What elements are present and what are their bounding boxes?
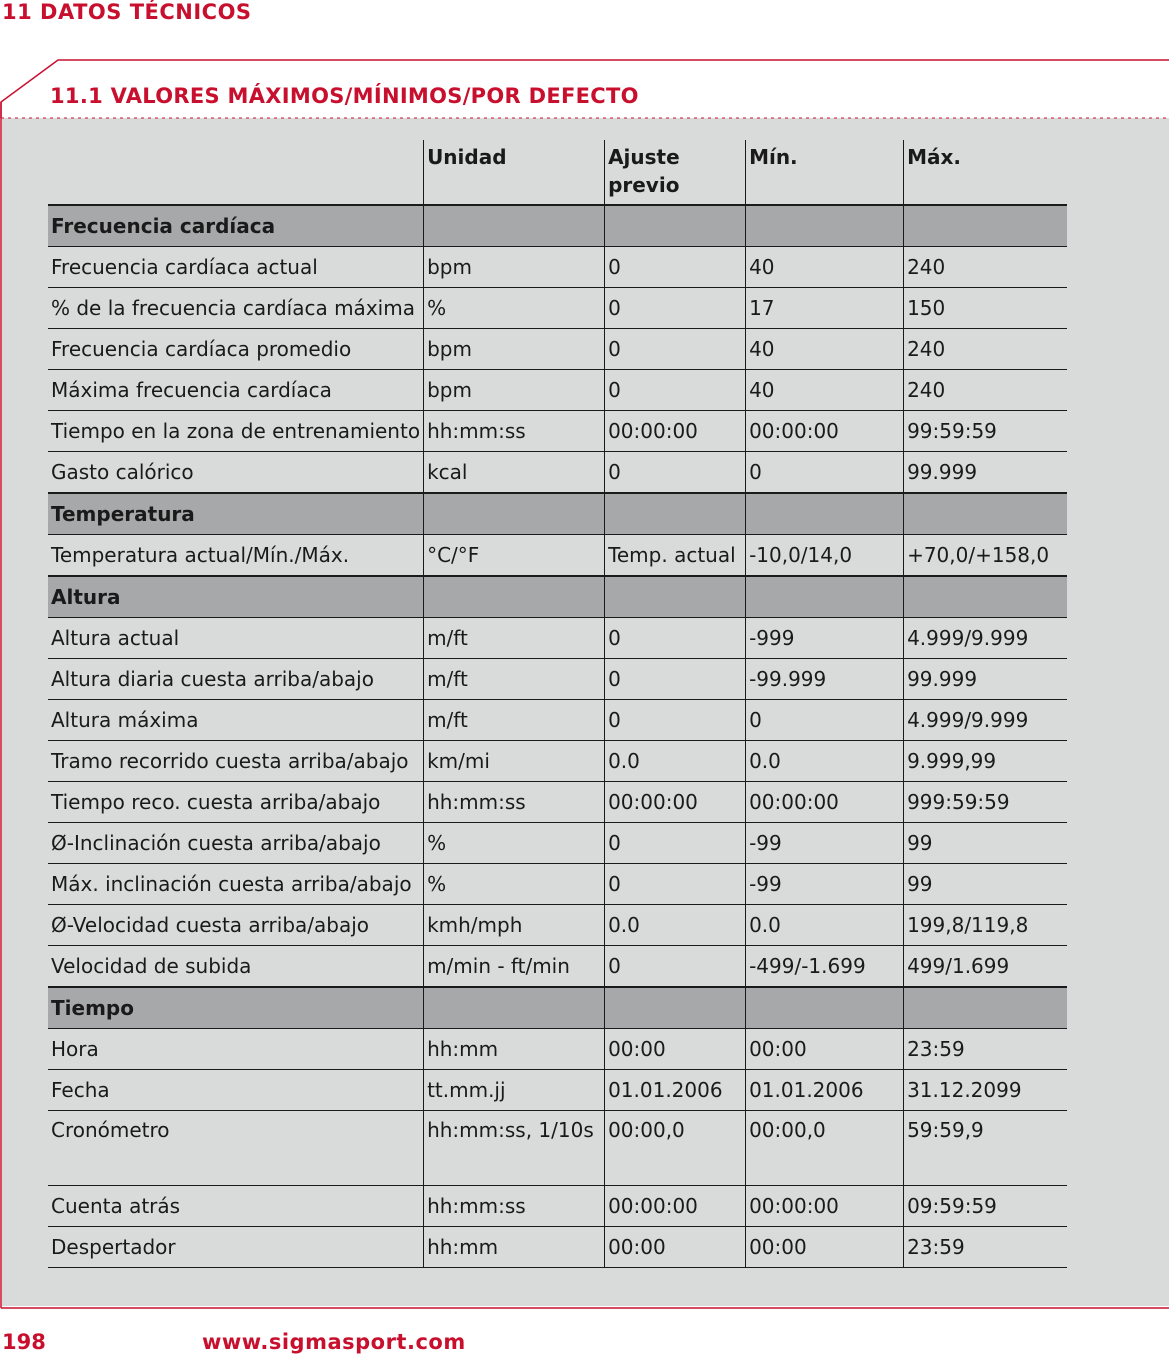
cell-unit: km/mi (424, 741, 605, 782)
cell-unit: hh:mm:ss (424, 1186, 605, 1227)
cell-parameter: Altura diaria cuesta arriba/abajo (48, 659, 424, 700)
cell-max: 9.999,99 (904, 741, 1067, 782)
table-row (48, 905, 1067, 946)
cell-min: -99.999 (746, 659, 904, 700)
cell-default: 0 (605, 946, 746, 988)
cell-parameter: Hora (48, 1029, 424, 1070)
table-row (48, 411, 1067, 452)
cell-max: 23:59 (904, 1029, 1067, 1070)
cell-parameter: Altura máxima (48, 700, 424, 741)
cell-parameter: Máx. inclinación cuesta arriba/abajo (48, 864, 424, 905)
table-row (48, 370, 1067, 411)
cell-default: 0 (605, 370, 746, 411)
group-title: Tiempo (48, 987, 424, 1029)
cell-parameter: Máxima frecuencia cardíaca (48, 370, 424, 411)
cell-max: 999:59:59 (904, 782, 1067, 823)
cell-unit: hh:mm:ss, 1/10s (424, 1111, 605, 1186)
group-empty-cell (746, 987, 904, 1029)
cell-default: 00:00:00 (605, 1186, 746, 1227)
cell-unit: tt.mm.jj (424, 1070, 605, 1111)
cell-unit: kcal (424, 452, 605, 494)
header-max: Máx. (904, 140, 1067, 205)
group-empty-cell (904, 987, 1067, 1029)
cell-default: 0 (605, 700, 746, 741)
cell-unit: m/ft (424, 618, 605, 659)
group-empty-cell (424, 987, 605, 1029)
cell-min: 00:00:00 (746, 411, 904, 452)
group-empty-cell (605, 493, 746, 535)
group-row (48, 205, 1067, 247)
cell-default: 0 (605, 288, 746, 329)
cell-max: 499/1.699 (904, 946, 1067, 988)
cell-unit: hh:mm (424, 1227, 605, 1268)
cell-max: 240 (904, 247, 1067, 288)
cell-default: 0 (605, 659, 746, 700)
cell-min: 0.0 (746, 741, 904, 782)
table-body (48, 205, 1067, 1268)
cell-default: 00:00 (605, 1029, 746, 1070)
group-empty-cell (904, 493, 1067, 535)
group-empty-cell (605, 205, 746, 247)
cell-unit: m/ft (424, 700, 605, 741)
cell-parameter: Ø-Inclinación cuesta arriba/abajo (48, 823, 424, 864)
cell-default: 0.0 (605, 905, 746, 946)
cell-unit: m/ft (424, 659, 605, 700)
cell-unit: m/min - ft/min (424, 946, 605, 988)
cell-max: 31.12.2099 (904, 1070, 1067, 1111)
cell-parameter: Tiempo en la zona de entrenamiento (48, 411, 424, 452)
group-empty-cell (904, 205, 1067, 247)
cell-default: 00:00,0 (605, 1111, 746, 1186)
cell-min: -99 (746, 823, 904, 864)
cell-min: -99 (746, 864, 904, 905)
cell-min: 01.01.2006 (746, 1070, 904, 1111)
cell-min: 0.0 (746, 905, 904, 946)
cell-max: 4.999/9.999 (904, 700, 1067, 741)
group-empty-cell (746, 493, 904, 535)
cell-default: 0 (605, 247, 746, 288)
table-header (48, 140, 1067, 205)
group-empty-cell (904, 576, 1067, 618)
cell-default: 0 (605, 823, 746, 864)
cell-max: 199,8/119,8 (904, 905, 1067, 946)
group-row (48, 493, 1067, 535)
cell-min: 00:00,0 (746, 1111, 904, 1186)
cell-default: 00:00:00 (605, 411, 746, 452)
cell-unit: kmh/mph (424, 905, 605, 946)
table-row (48, 1186, 1067, 1227)
cell-parameter: Despertador (48, 1227, 424, 1268)
cell-default: 0 (605, 329, 746, 370)
cell-parameter: Cronómetro (48, 1111, 424, 1186)
cell-default: 0 (605, 618, 746, 659)
cell-parameter: Temperatura actual/Mín./Máx. (48, 535, 424, 577)
cell-default: 00:00:00 (605, 782, 746, 823)
cell-max: 150 (904, 288, 1067, 329)
cell-max: 99.999 (904, 659, 1067, 700)
cell-max: 99.999 (904, 452, 1067, 494)
cell-parameter: Cuenta atrás (48, 1186, 424, 1227)
table-row (48, 1111, 1067, 1186)
cell-parameter: Gasto calórico (48, 452, 424, 494)
cell-parameter: Tramo recorrido cuesta arriba/abajo (48, 741, 424, 782)
cell-default: 00:00 (605, 1227, 746, 1268)
header-default: Ajuste previo (605, 140, 746, 205)
group-empty-cell (424, 576, 605, 618)
cell-max: +70,0/+158,0 (904, 535, 1067, 577)
cell-max: 99:59:59 (904, 411, 1067, 452)
cell-min: 40 (746, 370, 904, 411)
cell-min: -10,0/14,0 (746, 535, 904, 577)
cell-parameter: Ø-Velocidad cuesta arriba/abajo (48, 905, 424, 946)
cell-unit: bpm (424, 247, 605, 288)
cell-max: 59:59,9 (904, 1111, 1067, 1186)
group-empty-cell (424, 493, 605, 535)
table-row (48, 741, 1067, 782)
cell-min: 0 (746, 700, 904, 741)
cell-parameter: Frecuencia cardíaca promedio (48, 329, 424, 370)
cell-default: 0 (605, 864, 746, 905)
cell-max: 99 (904, 823, 1067, 864)
table-row (48, 946, 1067, 988)
header-unit: Unidad (424, 140, 605, 205)
cell-max: 23:59 (904, 1227, 1067, 1268)
cell-parameter: Altura actual (48, 618, 424, 659)
cell-default: 0.0 (605, 741, 746, 782)
technical-data-table (48, 140, 1067, 1268)
chapter-title: 11 DATOS TÉCNICOS (2, 0, 252, 24)
cell-default: Temp. actual (605, 535, 746, 577)
cell-parameter: % de la frecuencia cardíaca máxima (48, 288, 424, 329)
cell-unit: % (424, 288, 605, 329)
section-title: 11.1 VALORES MÁXIMOS/MÍNIMOS/POR DEFECTO (50, 84, 639, 108)
group-empty-cell (746, 576, 904, 618)
cell-unit: bpm (424, 370, 605, 411)
cell-unit: hh:mm (424, 1029, 605, 1070)
cell-parameter: Tiempo reco. cuesta arriba/abajo (48, 782, 424, 823)
table-row (48, 288, 1067, 329)
table-row (48, 659, 1067, 700)
table-row (48, 1227, 1067, 1268)
website-url: www.sigmasport.com (202, 1330, 466, 1354)
cell-unit: °C/°F (424, 535, 605, 577)
group-empty-cell (746, 205, 904, 247)
group-title: Frecuencia cardíaca (48, 205, 424, 247)
table-row (48, 1029, 1067, 1070)
cell-unit: hh:mm:ss (424, 782, 605, 823)
group-row (48, 987, 1067, 1029)
table-row (48, 247, 1067, 288)
header-min: Mín. (746, 140, 904, 205)
table-row (48, 618, 1067, 659)
group-title: Altura (48, 576, 424, 618)
page-number: 198 (2, 1330, 46, 1354)
table-row (48, 535, 1067, 577)
cell-min: 40 (746, 329, 904, 370)
table-row (48, 823, 1067, 864)
cell-unit: bpm (424, 329, 605, 370)
cell-parameter: Velocidad de subida (48, 946, 424, 988)
cell-min: 00:00:00 (746, 1186, 904, 1227)
group-row (48, 576, 1067, 618)
cell-min: 00:00 (746, 1029, 904, 1070)
cell-min: 17 (746, 288, 904, 329)
table-row (48, 329, 1067, 370)
cell-max: 99 (904, 864, 1067, 905)
cell-min: -499/-1.699 (746, 946, 904, 988)
cell-parameter: Frecuencia cardíaca actual (48, 247, 424, 288)
cell-max: 09:59:59 (904, 1186, 1067, 1227)
table-row (48, 700, 1067, 741)
header-name (48, 140, 424, 205)
cell-max: 240 (904, 370, 1067, 411)
cell-unit: hh:mm:ss (424, 411, 605, 452)
group-empty-cell (605, 987, 746, 1029)
cell-unit: % (424, 823, 605, 864)
table-row (48, 782, 1067, 823)
group-title: Temperatura (48, 493, 424, 535)
cell-min: -999 (746, 618, 904, 659)
table-row (48, 864, 1067, 905)
cell-default: 0 (605, 452, 746, 494)
cell-max: 4.999/9.999 (904, 618, 1067, 659)
cell-min: 00:00 (746, 1227, 904, 1268)
group-empty-cell (424, 205, 605, 247)
cell-min: 00:00:00 (746, 782, 904, 823)
cell-min: 40 (746, 247, 904, 288)
cell-min: 0 (746, 452, 904, 494)
cell-parameter: Fecha (48, 1070, 424, 1111)
group-empty-cell (605, 576, 746, 618)
cell-default: 01.01.2006 (605, 1070, 746, 1111)
cell-unit: % (424, 864, 605, 905)
table-row (48, 1070, 1067, 1111)
cell-max: 240 (904, 329, 1067, 370)
table-row (48, 452, 1067, 494)
